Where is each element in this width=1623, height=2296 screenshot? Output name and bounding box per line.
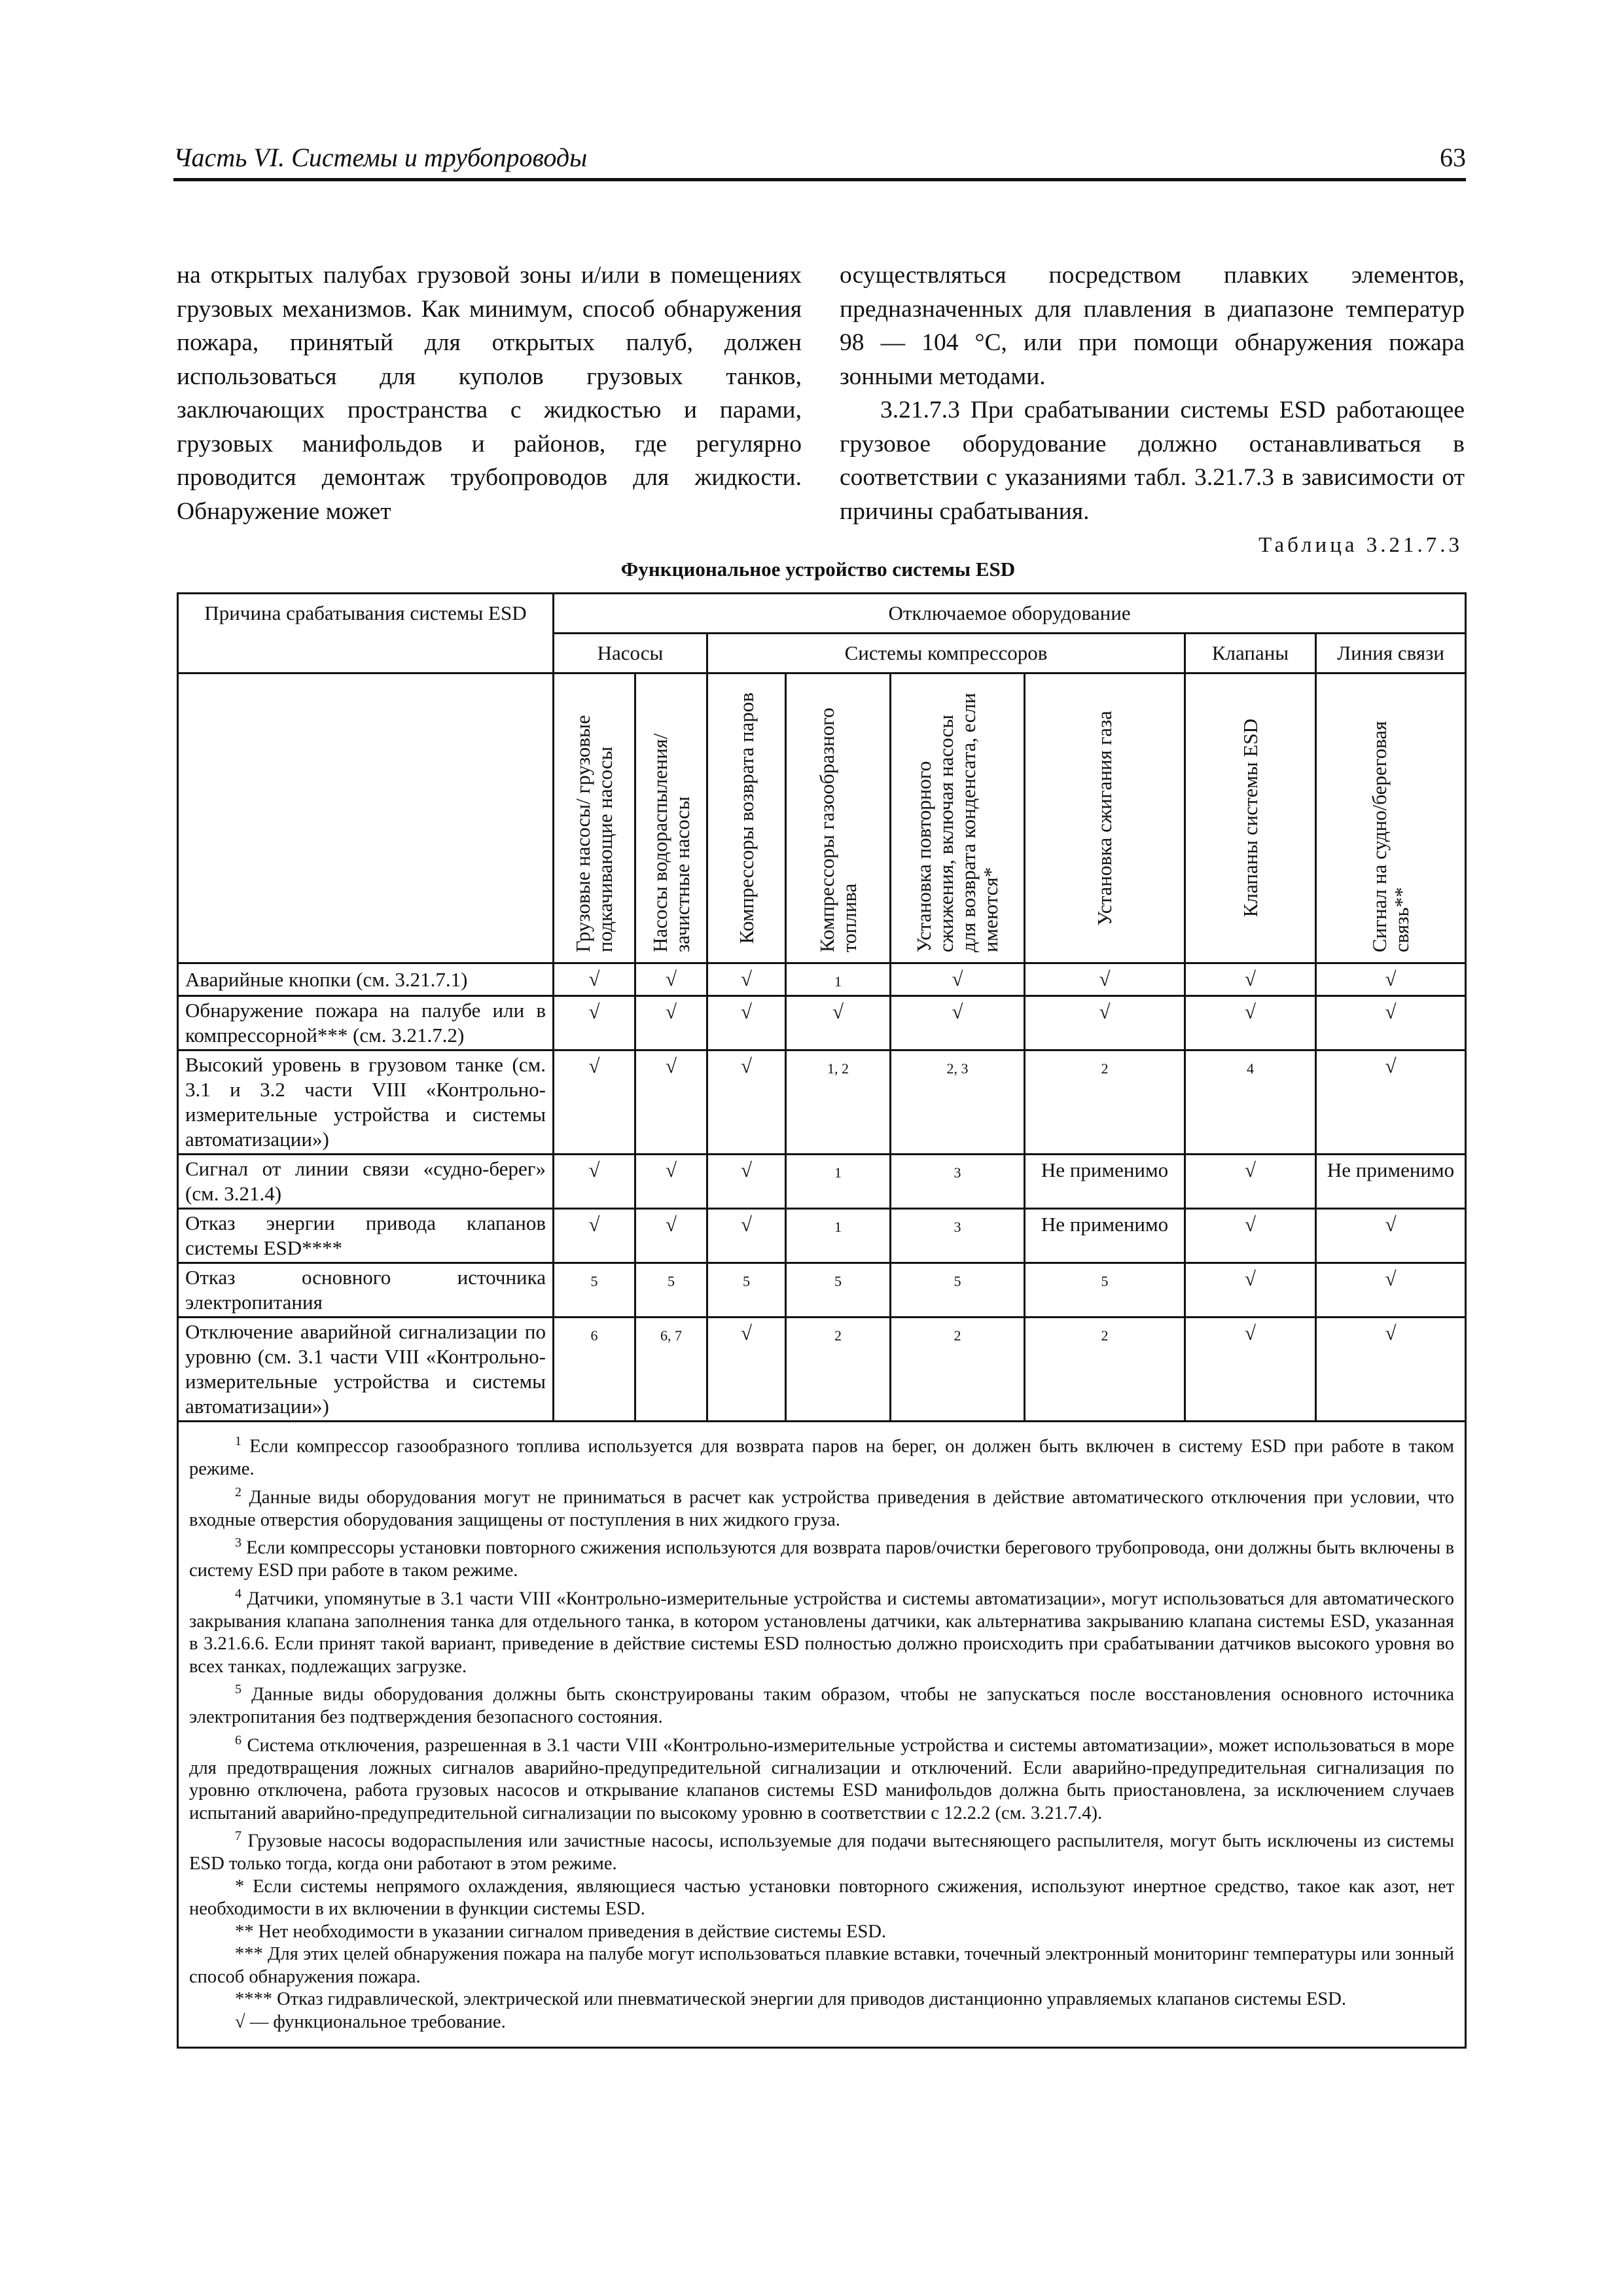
footnote-mark: 4 (235, 1586, 241, 1601)
footnote-ref: 2, 3 (946, 1060, 969, 1077)
value-cell: √ (1185, 1318, 1316, 1422)
text-column-left (177, 259, 802, 528)
footnote-ref: 4 (1247, 1060, 1254, 1077)
footnote-mark: 7 (235, 1829, 241, 1843)
footnotes (178, 1422, 1466, 2048)
cause-header: Причина срабатывания системы ESD (178, 594, 554, 673)
footnote-ref: 1 (834, 973, 842, 990)
value-cell (1025, 1263, 1185, 1318)
column-header-label: Установка сжигания газа (1093, 710, 1116, 926)
value-cell: Не применимо (1316, 1155, 1466, 1209)
footnote-ref: 3 (954, 1219, 961, 1235)
footnote-text: Датчики, упомянутые в 3.1 части VIII «Контрольно-измерительные устройства и системы автоматизации», могут использоваться для автоматического закрывания клапана заполнения танка для отдельного танка, в котором установлены датчики, как альтернатива закрыванию клапана системы ESD, указанная в 3.21.6.6. Если принят такой вариант, приведение в действие системы ESD полностью должно происходить при срабатывании датчиков высокого уровня во всех танках, подлежащих загрузке. (189, 1588, 1455, 1677)
column-header (891, 673, 1025, 963)
value-cell: √ (635, 1209, 707, 1263)
table-row (178, 1318, 1466, 1422)
footnote (189, 2011, 1454, 2034)
value-cell: √ (554, 963, 635, 996)
esd-table (177, 592, 1467, 2049)
footnote-ref: 5 (743, 1273, 750, 1289)
column-header-label: Грузовые насосы/ грузовые подкачивающие насосы (571, 715, 616, 952)
value-cell: Не применимо (1025, 1155, 1185, 1209)
footnote (189, 1943, 1454, 1988)
footnote-mark: 1 (235, 1434, 241, 1448)
value-cell: √ (1316, 996, 1466, 1050)
footnote-text: Грузовые насосы водораспыления или зачистные насосы, используемые для подачи вытесняющего распылителя, могут быть исключены из системы ESD только тогда, когда они работают в этом режиме. (189, 1831, 1455, 1874)
group-header: Линия связи (1316, 634, 1466, 673)
equipment-header: Отключаемое оборудование (554, 594, 1466, 634)
value-cell (554, 1318, 635, 1422)
value-cell (707, 1263, 786, 1318)
footnote-ref: 1, 2 (827, 1060, 849, 1077)
paragraph: 3.21.7.3 При срабатывании системы ESD работающее грузовое оборудование должно останавливаться в соответствии с указаниями табл. 3.21.7.3 в зависимости от причины срабатывания. (840, 397, 1465, 525)
value-cell: √ (786, 996, 891, 1050)
value-cell (891, 1155, 1025, 1209)
page-number: 63 (1440, 143, 1466, 172)
footnote-ref: 5 (834, 1273, 842, 1289)
value-cell: √ (1316, 1209, 1466, 1263)
footnote-ref: 6 (590, 1327, 598, 1344)
paragraph: на открытых палубах грузовой зоны и/или в помещениях грузовых механизмов. Как минимум, способ обнаружения пожара, принятый для открытых палуб, должен использоваться для куполов грузовых танков, заключающих пространства с жидкостью и парами, грузовых манифольдов и районов, где регулярно проводится демонтаж трубопроводов для жидкости. Обнаружение может (177, 262, 802, 525)
column-header (786, 673, 891, 963)
table-row (178, 963, 1466, 996)
footnote-text: Данные виды оборудования могут не приниматься в расчет как устройства приведения в действие автоматического отключения при условии, что входные отверстия оборудования защищены от поступления в них жидкого груза. (189, 1487, 1455, 1530)
footnote-ref: 5 (668, 1273, 675, 1289)
footnote-ref: 5 (954, 1273, 961, 1289)
cause-cell: Обнаружение пожара на палубе или в компрессорной*** (см. 3.21.7.2) (178, 996, 554, 1050)
value-cell: √ (707, 1050, 786, 1155)
cause-cell: Отключение аварийной сигнализации по уровню (см. 3.1 части VIII «Контрольно-измерительные устройства и системы автоматизации») (178, 1318, 554, 1422)
value-cell: √ (1185, 1263, 1316, 1318)
value-cell: Не применимо (1025, 1209, 1185, 1263)
value-cell: √ (707, 1209, 786, 1263)
footnote-ref: 6, 7 (660, 1327, 682, 1344)
column-header-label: Компрессоры газообразного топлива (815, 708, 861, 952)
value-cell: √ (554, 1209, 635, 1263)
value-cell (786, 1263, 891, 1318)
footnote-ref: 2 (1101, 1060, 1109, 1077)
value-cell: √ (554, 996, 635, 1050)
value-cell: √ (635, 996, 707, 1050)
value-cell: √ (891, 963, 1025, 996)
running-header (173, 144, 1466, 181)
value-cell: √ (1185, 963, 1316, 996)
value-cell: √ (635, 1155, 707, 1209)
value-cell: √ (707, 996, 786, 1050)
footnote (189, 1430, 1454, 1481)
value-cell (786, 1209, 891, 1263)
column-header (1185, 673, 1316, 963)
footnote (189, 1921, 1454, 1944)
value-cell (1025, 1050, 1185, 1155)
footnote (189, 1729, 1454, 1825)
footnote (189, 1988, 1454, 2011)
column-header-label: Установка повторного сжижения, включая насосы для возврата конденсата, если имеются* (912, 692, 1002, 952)
value-cell (891, 1050, 1025, 1155)
group-header: Системы компрессоров (707, 634, 1185, 673)
footnote-text: ** Нет необходимости в указании сигналом приведения в действие системы ESD. (235, 1921, 887, 1942)
value-cell: √ (1185, 1209, 1316, 1263)
value-cell: √ (707, 1318, 786, 1422)
footnote-text: Данные виды оборудования должны быть сконструированы таким образом, чтобы не запускаться после восстановления основного источника электропитания без подтверждения безопасного состояния. (189, 1684, 1455, 1727)
cause-cell: Сигнал от линии связи «судно-берег» (см. 3.21.4) (178, 1155, 554, 1209)
value-cell (1025, 1318, 1185, 1422)
cause-cell: Отказ энергии привода клапанов системы ESD**** (178, 1209, 554, 1263)
value-cell (786, 963, 891, 996)
footnote-mark: 2 (235, 1484, 241, 1499)
value-cell: √ (1316, 1318, 1466, 1422)
value-cell (786, 1155, 891, 1209)
value-cell (635, 1318, 707, 1422)
value-cell (786, 1318, 891, 1422)
footnote (189, 1825, 1454, 1876)
footnote-text: Система отключения, разрешенная в 3.1 части VIII «Контрольно-измерительные устройства и системы автоматизации», может использоваться в море для предотвращения ложных сигналов аварийно-предупредительной сигнализации и отключений. Если аварийно-предупредительная сигнализация по уровню отключена, работа грузовых насосов и открывание клапанов системы ESD манифольдов должна быть приостановлена, за исключением случаев испытаний аварийно-предупредительной сигнализации по высокому уровню в соответствии с 12.2.2 (см. 3.21.7.4). (189, 1735, 1455, 1823)
value-cell: √ (1185, 1155, 1316, 1209)
column-header-label: Компрессоры возврата паров (734, 692, 758, 944)
group-header: Клапаны (1185, 634, 1316, 673)
footnote-ref: 5 (590, 1273, 598, 1289)
column-header (635, 673, 707, 963)
footnote-ref: 2 (954, 1327, 961, 1344)
footnote-ref: 1 (834, 1219, 842, 1235)
column-header-label: Насосы водораспыления/зачистные насосы (648, 733, 694, 952)
cause-cell: Отказ основного источника электропитания (178, 1263, 554, 1318)
footnote (189, 1678, 1454, 1729)
value-cell (891, 1209, 1025, 1263)
value-cell: √ (1185, 996, 1316, 1050)
column-header (1025, 673, 1185, 963)
table-row (178, 1263, 1466, 1318)
footnote-mark: 3 (235, 1535, 241, 1550)
column-header (1316, 673, 1466, 963)
column-header-label: Сигнал на судно/береговая связь** (1368, 721, 1414, 952)
text-column-right (840, 259, 1465, 528)
footnote (189, 1583, 1454, 1679)
value-cell: √ (707, 1155, 786, 1209)
value-cell (786, 1050, 891, 1155)
footnote-ref: 2 (834, 1327, 842, 1344)
footnote (189, 1532, 1454, 1583)
table-row (178, 1050, 1466, 1155)
value-cell: √ (635, 963, 707, 996)
footnote-mark: 5 (235, 1682, 241, 1696)
footnote-ref: 3 (954, 1164, 961, 1181)
value-cell: √ (707, 963, 786, 996)
table-number: Таблица 3.21.7.3 (1258, 533, 1463, 557)
value-cell (891, 1318, 1025, 1422)
footnote-text: **** Отказ гидравлической, электрической или пневматической энергии для приводов дистанционно управляемых клапанов системы ESD. (235, 1989, 1346, 2009)
column-header (554, 673, 635, 963)
footnote-ref: 5 (1101, 1273, 1109, 1289)
column-header-label: Клапаны системы ESD (1238, 719, 1262, 918)
footnote-text: √ — функциональное требование. (235, 2011, 506, 2032)
group-header: Насосы (554, 634, 707, 673)
footnote (189, 1481, 1454, 1532)
table-row (178, 996, 1466, 1050)
value-cell (891, 1263, 1025, 1318)
value-cell (554, 1263, 635, 1318)
cause-cell: Высокий уровень в грузовом танке (см. 3.1 и 3.2 части VIII «Контрольно-измерительные устройства и системы автоматизации») (178, 1050, 554, 1155)
footnote-mark: 6 (235, 1732, 241, 1748)
footnote-text: * Если системы непрямого охлаждения, являющиеся частью установки повторного сжижения, используют инертное средство, такое как азот, нет необходимости в их включении в функции системы ESD. (189, 1876, 1455, 1919)
value-cell: √ (891, 996, 1025, 1050)
footnote-text: *** Для этих целей обнаружения пожара на палубе могут использоваться плавкие вставки, точечный электронный мониторинг температуры или зонный способ обнаружения пожара. (189, 1944, 1455, 1987)
footnote-text: Если компрессоры установки повторного сжижения используются для возврата паров/очистки берегового трубопровода, они должны быть включены в систему ESD при работе в таком режиме. (189, 1537, 1455, 1581)
table-row (178, 1155, 1466, 1209)
value-cell: √ (554, 1155, 635, 1209)
running-title: Часть VI. Системы и трубопроводы (173, 143, 588, 172)
value-cell: √ (1316, 1050, 1466, 1155)
footnote-ref: 2 (1101, 1327, 1109, 1344)
value-cell: √ (1025, 996, 1185, 1050)
table-title: Функциональное устройство системы ESD (620, 558, 1016, 581)
cause-cell: Аварийные кнопки (см. 3.21.7.1) (178, 963, 554, 996)
value-cell: √ (554, 1050, 635, 1155)
footnote-ref: 1 (834, 1164, 842, 1181)
table-row (178, 1209, 1466, 1263)
paragraph: осуществляться посредством плавких элементов, предназначенных для плавления в диапазоне температур 98 — 104 °С, или при помощи обнаружения пожара зонными методами. (840, 262, 1465, 390)
value-cell: √ (1025, 963, 1185, 996)
footnote (189, 1876, 1454, 1921)
table-body (178, 963, 1466, 1422)
footnote-text: Если компрессор газообразного топлива используется для возврата паров на берег, он должен быть включен в систему ESD при работе в таком режиме. (189, 1436, 1455, 1479)
column-header (707, 673, 786, 963)
value-cell: √ (1316, 1263, 1466, 1318)
value-cell: √ (1316, 963, 1466, 996)
cause-header-spacer (178, 673, 554, 963)
value-cell (1185, 1050, 1316, 1155)
value-cell: √ (635, 1050, 707, 1155)
value-cell (635, 1263, 707, 1318)
